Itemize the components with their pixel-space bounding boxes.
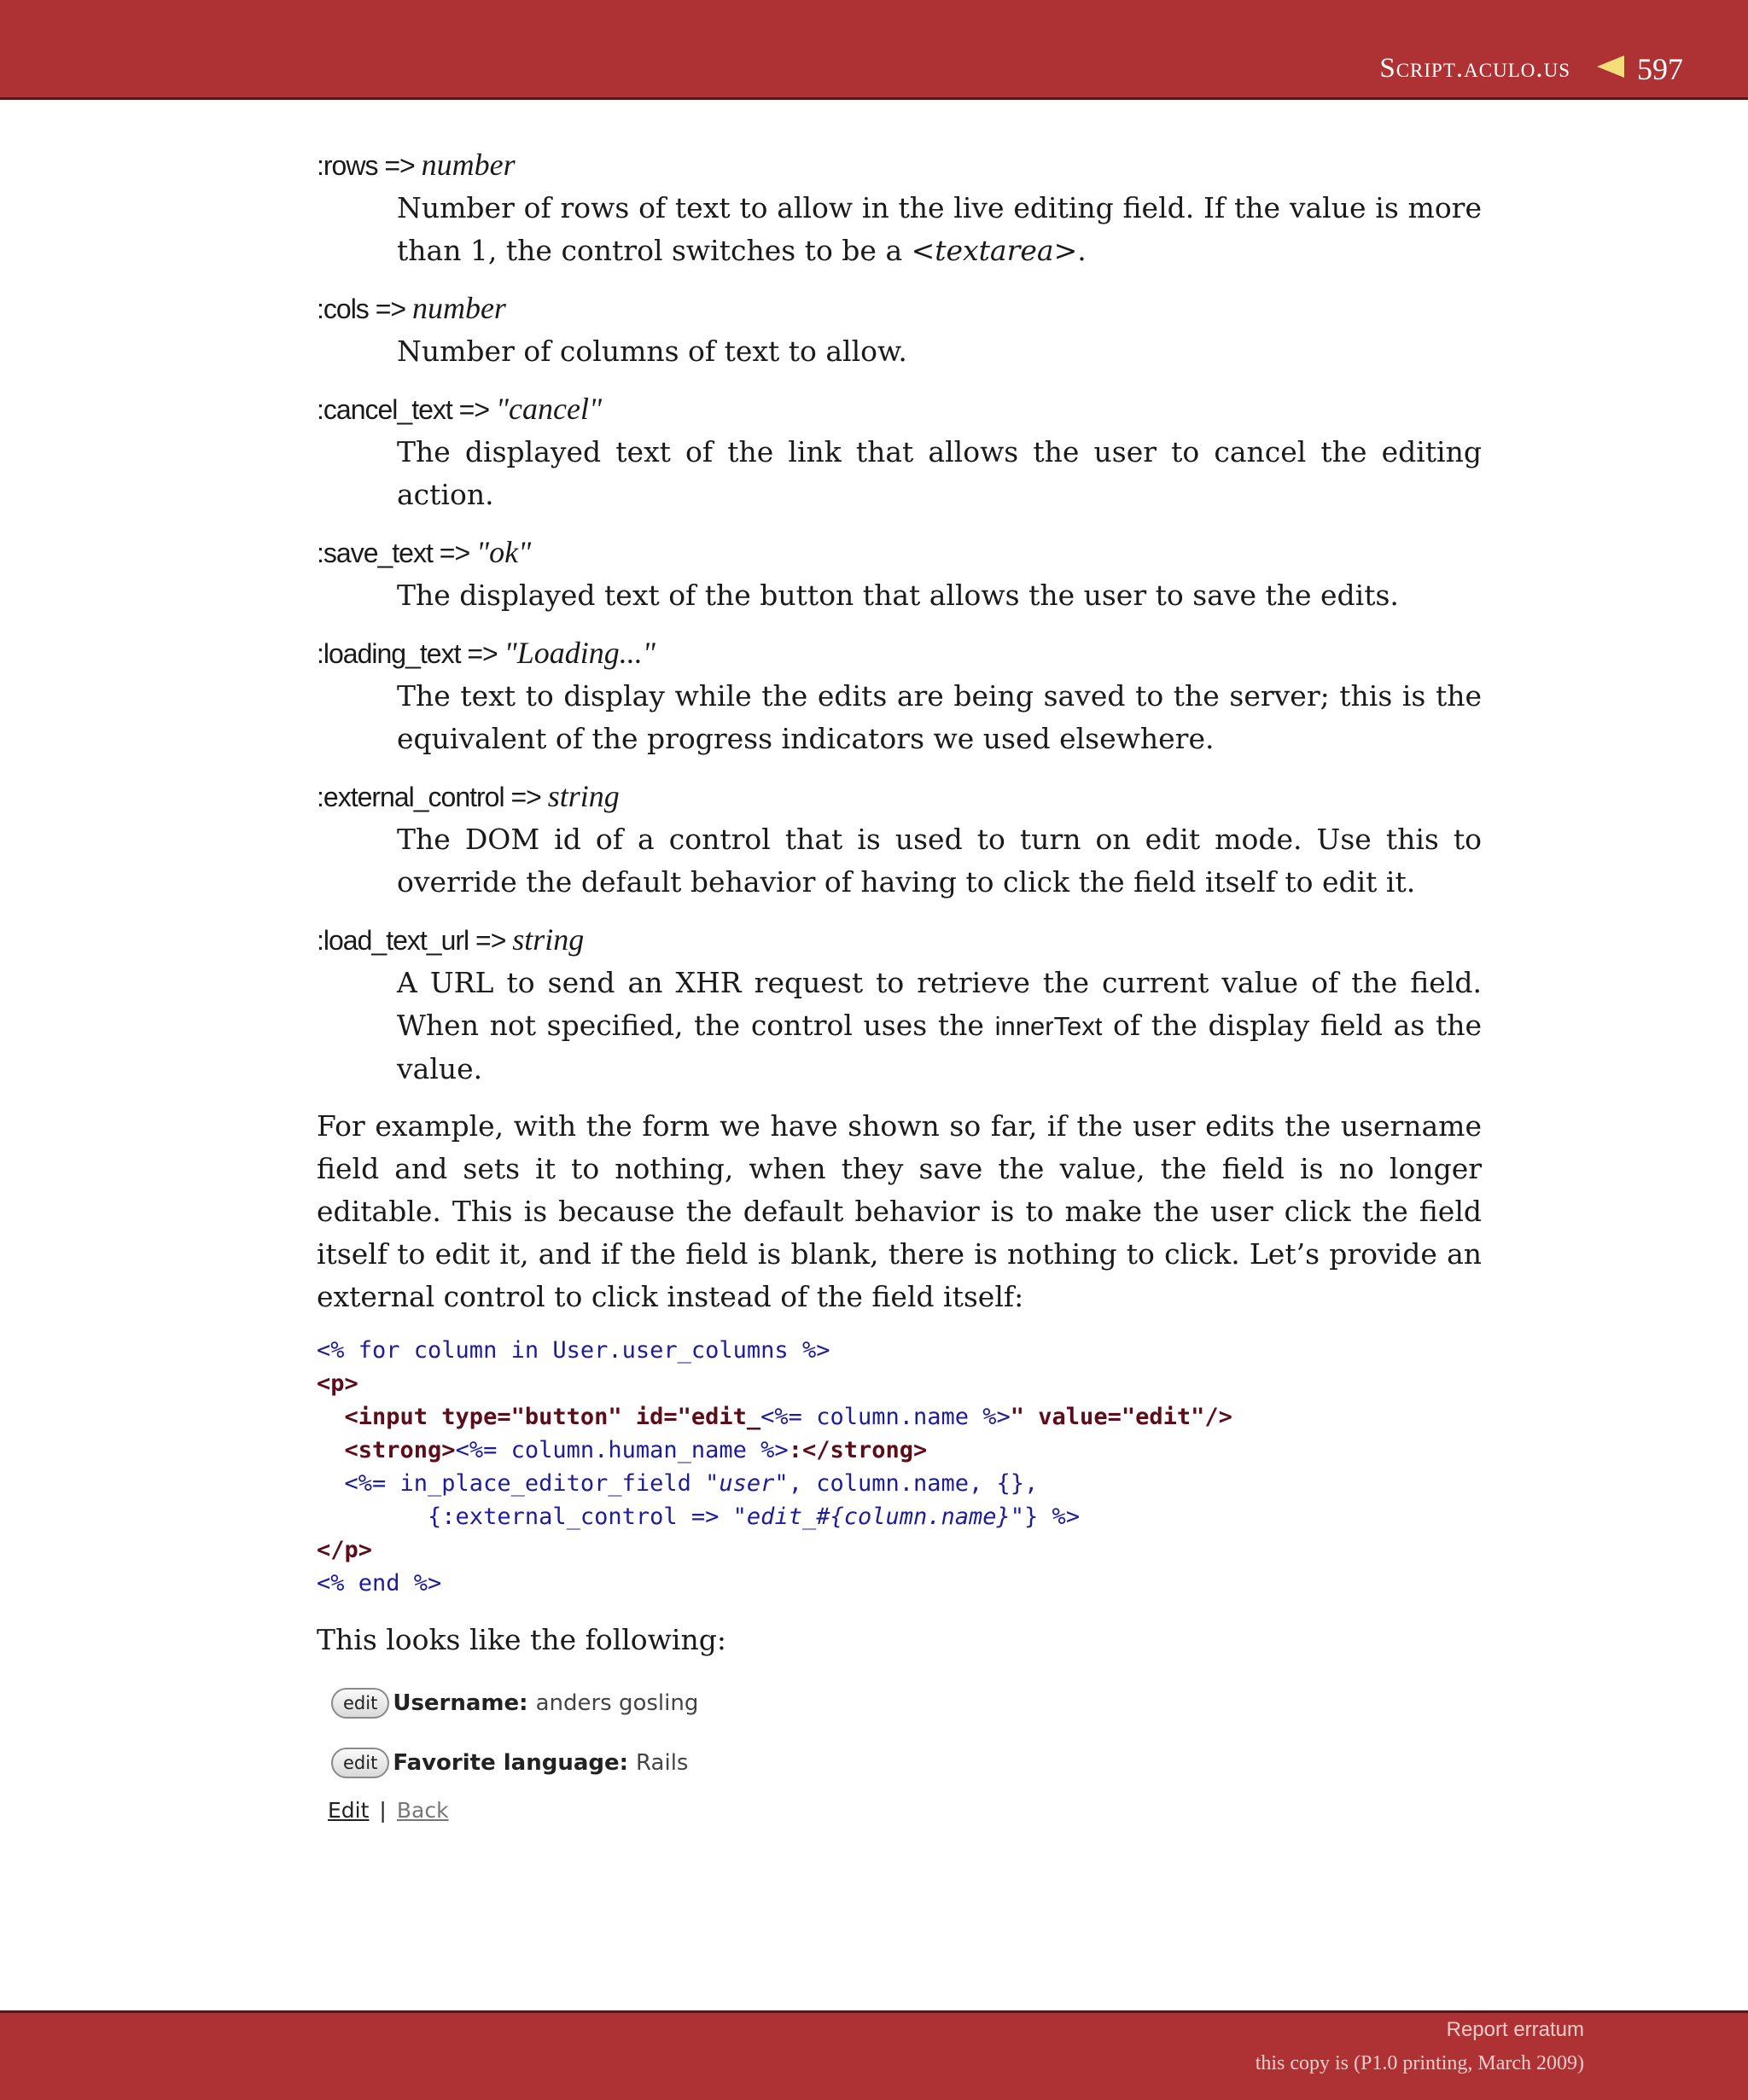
- language-value[interactable]: Rails: [636, 1750, 689, 1776]
- language-row: [331, 1733, 1482, 1793]
- option-cancel-text: [317, 387, 1482, 516]
- option-rows: [317, 143, 1482, 272]
- option-type: string: [512, 922, 585, 957]
- edit-language-button[interactable]: edit: [331, 1748, 389, 1778]
- page-number: 597: [1637, 52, 1683, 86]
- option-name: :load_text_url =>: [317, 925, 506, 956]
- option-type: number: [411, 291, 506, 325]
- option-description: Number of rows of text to allow in the live editing field. If the value is more than 1, the control switches to be a <textarea>.: [397, 191, 1482, 267]
- language-label: Favorite language:: [393, 1750, 629, 1776]
- report-erratum-link[interactable]: Report erratum: [1446, 2018, 1584, 2041]
- page-content: [317, 143, 1482, 1823]
- option-name: :rows =>: [317, 150, 415, 181]
- option-load-text-url: [317, 918, 1482, 1091]
- previous-page-arrow-icon[interactable]: [1597, 55, 1624, 78]
- code-line: {:external_control => "edit_#{column.name}"} %>: [317, 1504, 1081, 1530]
- back-link[interactable]: Back: [396, 1798, 449, 1823]
- link-separator: |: [379, 1798, 387, 1823]
- code-line: <input type="button" id="edit_<%= column.name %>" value="edit"/>: [317, 1404, 1232, 1430]
- code-line: <% end %>: [317, 1570, 442, 1597]
- section-title: Script.aculo.us: [1379, 53, 1570, 84]
- code-line: <% for column in User.user_columns %>: [317, 1337, 830, 1364]
- option-type: string: [547, 779, 620, 813]
- option-description: A URL to send an XHR request to retrieve the current value of the field. When not specified, the control uses the innerText of the display field as the value.: [397, 966, 1482, 1085]
- option-description: Number of columns of text to allow.: [397, 334, 907, 368]
- ui-screenshot: [328, 1673, 1482, 1823]
- option-type: "cancel": [495, 392, 603, 426]
- option-type: "ok": [476, 535, 532, 569]
- edit-username-button[interactable]: edit: [331, 1688, 389, 1719]
- code-listing: [317, 1334, 1482, 1600]
- code-line: <p>: [317, 1370, 358, 1397]
- option-type: number: [421, 148, 516, 182]
- option-loading-text: [317, 631, 1482, 760]
- code-line: <%= in_place_editor_field "user", column.name, {},: [317, 1470, 1039, 1497]
- example-paragraph: For example, with the form we have shown so far, if the user edits the username field and sets it to nothing, when they save the value, the field is no longer editable. This is because the default behavior is to make the user click the field itself to edit it, and if the field is blank, there is nothing to click. Let’s provide an external control to click instead of the field itself:: [317, 1109, 1482, 1313]
- option-cols: [317, 287, 1482, 373]
- option-name: :cols =>: [317, 294, 406, 324]
- option-save-text: [317, 531, 1482, 617]
- option-description: The text to display while the edits are being saved to the server; this is the equivalent of the progress indicators we used elsewhere.: [397, 679, 1482, 755]
- username-value[interactable]: anders gosling: [535, 1690, 699, 1716]
- option-description: The displayed text of the button that allows the user to save the edits.: [397, 579, 1399, 612]
- option-description: The DOM id of a control that is used to turn on edit mode. Use this to override the default behavior of having to click the field itself to edit it.: [397, 823, 1482, 899]
- option-name: :external_control =>: [317, 782, 541, 812]
- code-line: </p>: [317, 1537, 373, 1563]
- option-type: "Loading...": [504, 636, 656, 670]
- screenshot-intro: This looks like the following:: [317, 1623, 726, 1656]
- edit-link[interactable]: Edit: [328, 1798, 370, 1823]
- option-external-control: [317, 775, 1482, 904]
- copy-notice: this copy is (P1.0 printing, March 2009): [1255, 2052, 1584, 2074]
- username-row: [331, 1673, 1482, 1733]
- code-line: <strong><%= column.human_name %>:</strong>: [317, 1437, 928, 1463]
- screenshot-links: [328, 1798, 1482, 1823]
- option-name: :save_text =>: [317, 538, 470, 568]
- option-name: :loading_text =>: [317, 638, 498, 669]
- username-label: Username:: [393, 1690, 528, 1716]
- option-description: The displayed text of the link that allows the user to cancel the editing action.: [397, 435, 1482, 511]
- header-bar: [0, 0, 1748, 100]
- option-name: :cancel_text =>: [317, 394, 490, 425]
